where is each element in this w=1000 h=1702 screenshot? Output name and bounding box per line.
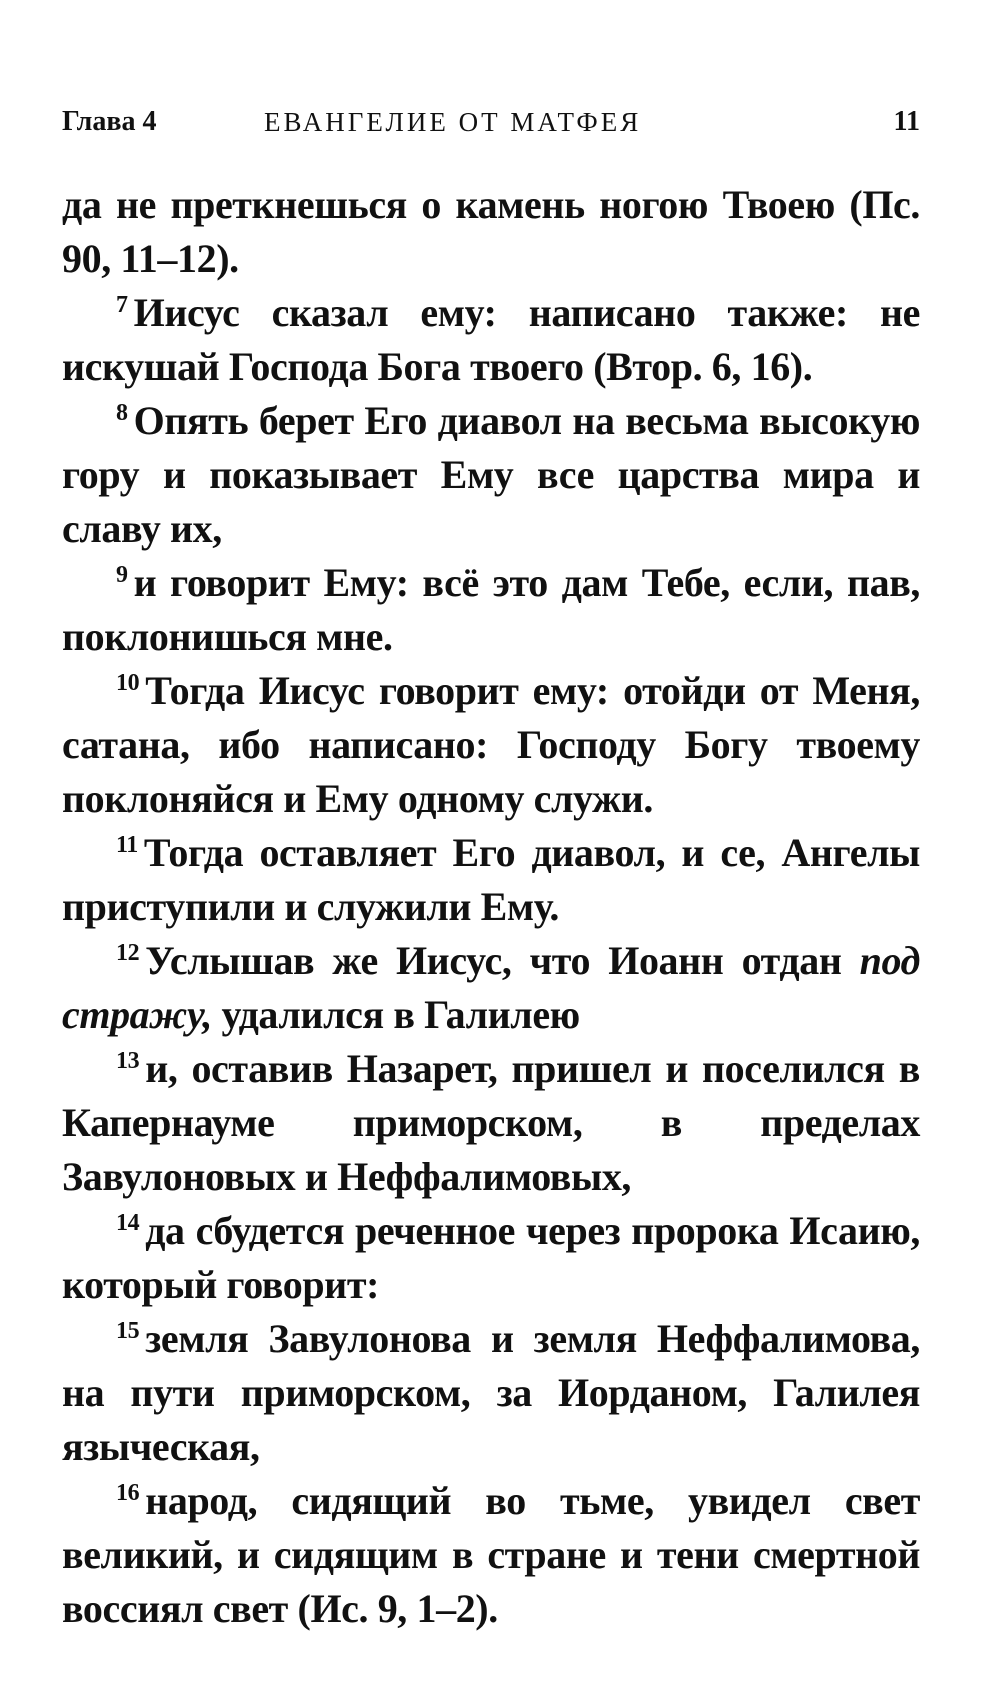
verse-number: 16 [116,1480,140,1506]
verse-number: 8 [116,400,128,426]
verse-number: 15 [116,1318,140,1344]
verse-number: 9 [116,562,128,588]
verse-text: народ, сидящий во тьме, увидел свет великий, и сидящим в стране и тени смертной воссиял свет (Ис. 9, 1–2). [62,1478,920,1631]
verse-text: Тогда оставляет Его диавол, и се, Ангелы приступили и служили Ему. [62,830,920,929]
verse-text: и, оставив Назарет, пришел и поселился в Капернауме приморском, в пределах Завулоновых и Неффалимовых, [62,1046,920,1199]
verse-11 [62,826,920,934]
running-head [62,100,920,144]
verse-9 [62,556,920,664]
verse-text: удалился в Галилею [211,992,580,1037]
verse-number: 11 [116,832,138,858]
verse-text-italic: под стражу, [62,938,920,1037]
verse-text: Опять берет Его диавол на весьма высокую гору и показывает Ему все царства мира и славу их, [62,398,920,551]
verse-continuation [62,178,920,286]
verse-7 [62,286,920,394]
verse-13 [62,1042,920,1204]
verse-text: земля Завулонова и земля Неффалимова, на пути приморском, за Иорданом, Галилея языческая, [62,1316,920,1469]
scripture-text [62,178,920,1636]
verse-text: и говорит Ему: всё это дам Тебе, если, пав, поклонишься мне. [62,560,920,659]
verse-number: 7 [116,292,128,318]
verse-text: да сбудется реченное через пророка Исаию, который говорит: [62,1208,920,1307]
verse-number: 13 [116,1048,140,1074]
verse-text: Тогда Иисус говорит ему: отойди от Меня, сатана, ибо написано: Господу Богу твоему поклоняйся и Ему одному служи. [62,668,920,821]
verse-number: 12 [116,940,140,966]
verse-10 [62,664,920,826]
verse-number: 10 [116,670,140,696]
verse-15 [62,1312,920,1474]
book-title: ЕВАНГЕЛИЕ ОТ МАТФЕЯ [264,107,642,137]
verse-text: Услышав же Иисус, что Иоанн отдан [145,938,860,983]
verse-14 [62,1204,920,1312]
verse-8 [62,394,920,556]
verse-text: да не преткнешься о камень ногою Твоею (Пс. 90, 11–12). [62,182,920,281]
chapter-label: Глава 4 [62,106,157,137]
verse-12 [62,934,920,1042]
verse-text: Иисус сказал ему: написано также: не искушай Господа Бога твоего (Втор. 6, 16). [62,290,920,389]
verse-number: 14 [116,1210,140,1236]
verse-16 [62,1474,920,1636]
page-number: 11 [893,106,920,137]
